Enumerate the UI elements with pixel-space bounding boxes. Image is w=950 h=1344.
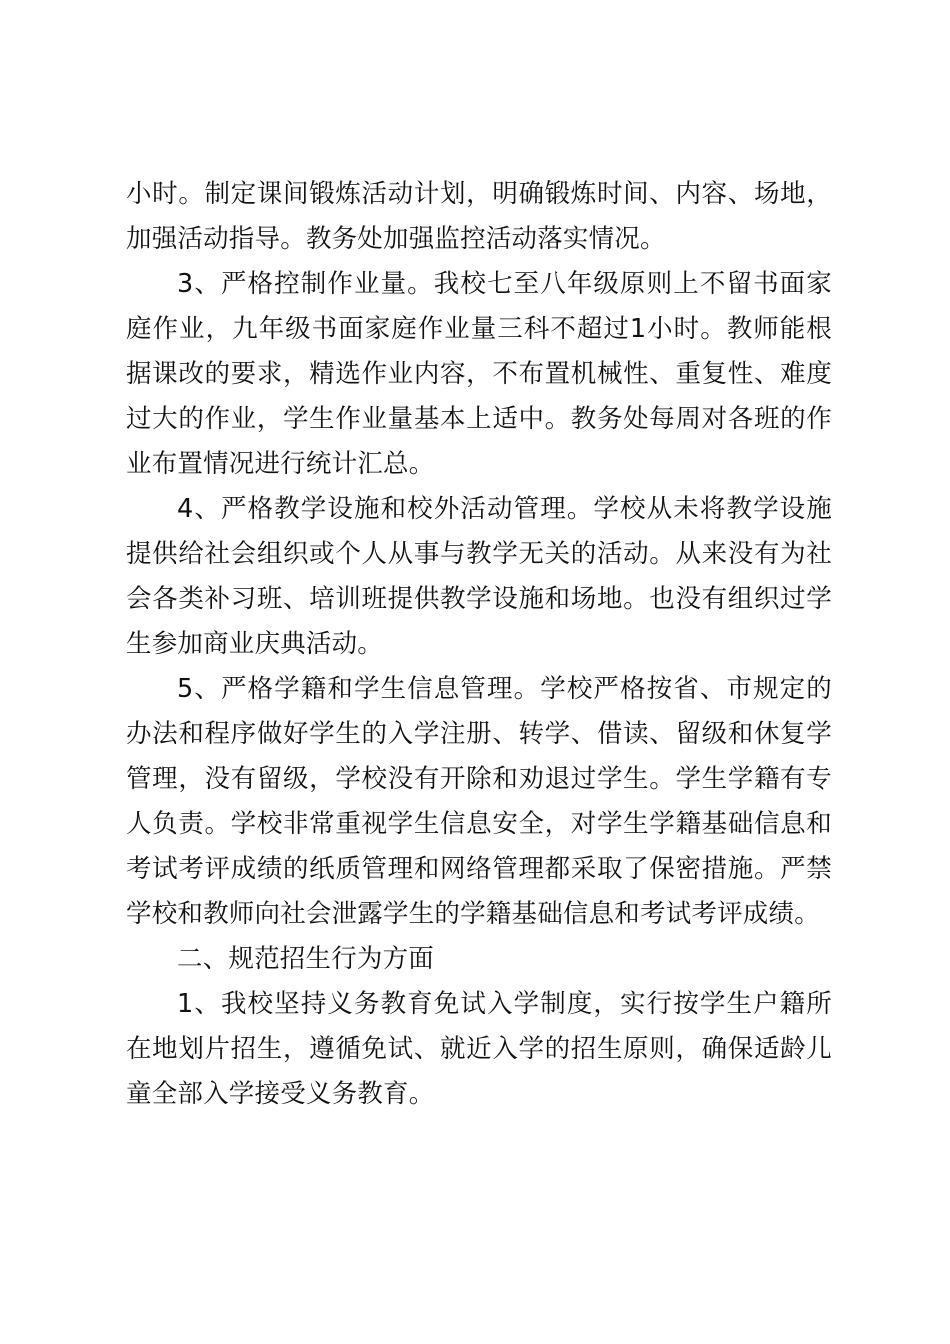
paragraph-continued: 小时。制定课间锻炼活动计划，明确锻炼时间、内容、场地，加强活动指导。教务处加强监控活动落实情况。 — [126, 179, 832, 254]
paragraph-item-3: 3、严格控制作业量。我校七至八年级原则上不留书面家庭作业，九年级书面家庭作业量三科不超过1小时。教师能根据课改的要求，精选作业内容，不布置机械性、重复性、难度过大的作业，学生作业量基本上适中。教务处每周对各班的作业布置情况进行统计汇总。 — [126, 269, 832, 479]
section-heading-2: 二、规范招生行为方面 — [177, 944, 435, 974]
paragraph-item-4: 4、严格教学设施和校外活动管理。学校从未将教学设施提供给社会组织或个人从事与教学无关的活动。从来没有为社会各类补习班、培训班提供教学设施和场地。也没有组织过学生参加商业庆典活动。 — [126, 494, 832, 659]
paragraph-item-5: 5、严格学籍和学生信息管理。学校严格按省、市规定的办法和程序做好学生的入学注册、转学、借读、留级和休复学管理，没有留级，学校没有开除和劝退过学生。学生学籍有专人负责。学校非常重视学生信息安全，对学生学籍基础信息和考试考评成绩的纸质管理和网络管理都采取了保密措施。严禁学校和教师向社会泄露学生的学籍基础信息和考试考评成绩。 — [126, 674, 832, 929]
document-body — [126, 172, 832, 1117]
paragraph-section-2-item-1: 1、我校坚持义务教育免试入学制度，实行按学生户籍所在地划片招生，遵循免试、就近入学的招生原则，确保适龄儿童全部入学接受义务教育。 — [126, 989, 832, 1109]
